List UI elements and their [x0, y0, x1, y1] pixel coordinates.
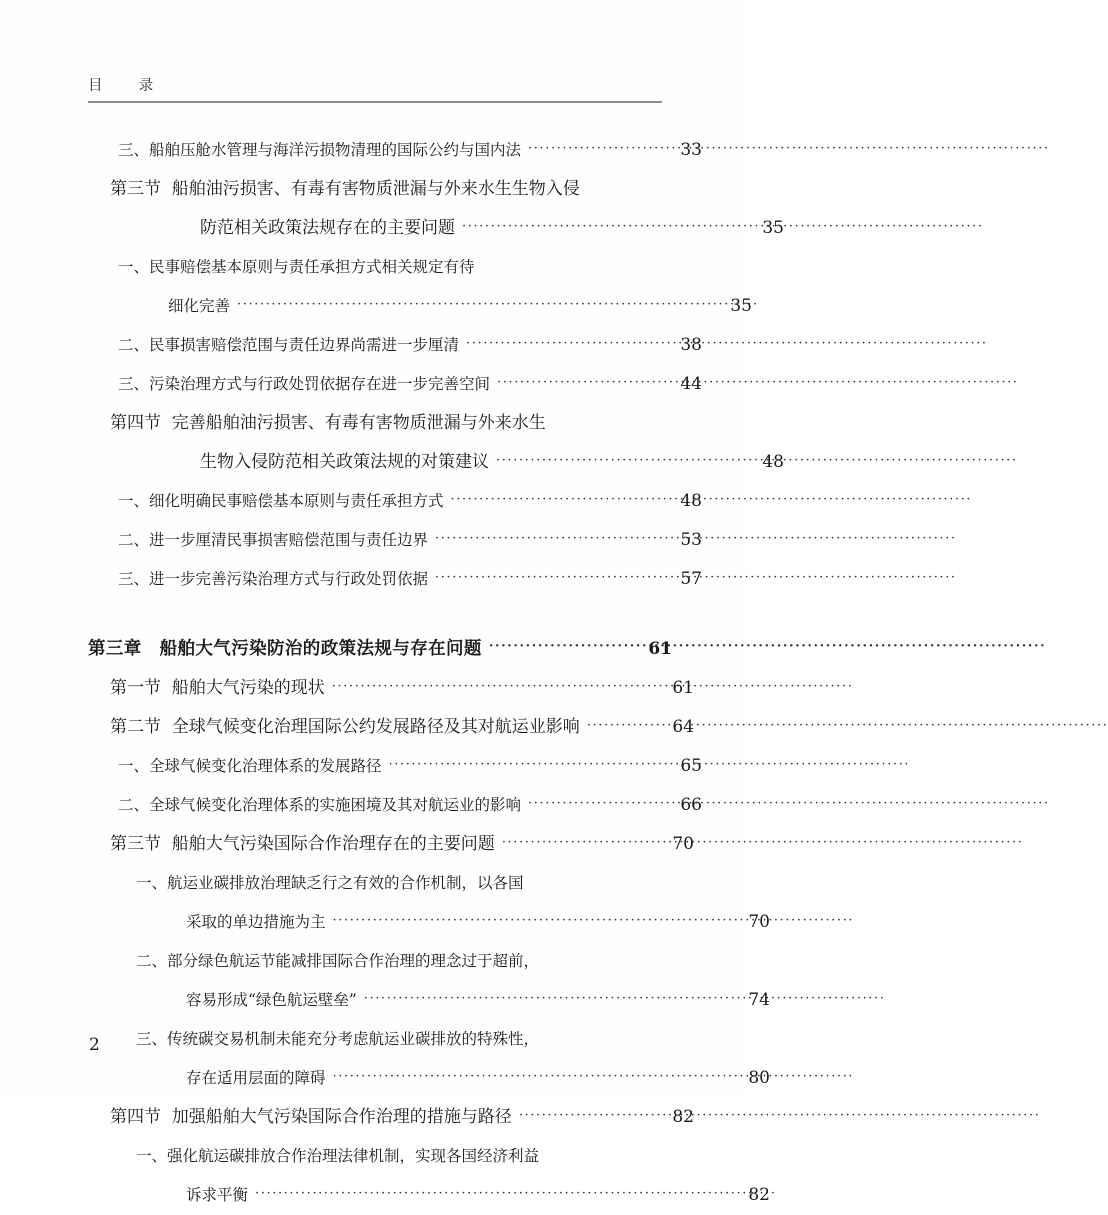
dot-leader: [255, 1200, 739, 1215]
toc-entry[interactable]: [110, 404, 694, 443]
toc-entry-label: 第四节 加强船舶大气污染国际合作治理的措施与路径: [110, 1098, 512, 1137]
toc-entry[interactable]: [136, 1020, 720, 1059]
toc-entry-label: 存在适用层面的障碍: [186, 1059, 326, 1098]
dot-leader: [497, 389, 671, 405]
dot-leader: [528, 155, 671, 171]
folio-page-number: 2: [89, 1035, 100, 1055]
toc-entry[interactable]: [186, 903, 770, 942]
dot-leader: [333, 927, 739, 943]
toc-entry[interactable]: [200, 443, 784, 482]
toc-entry-label: 第三章 船舶大气污染防治的政策法规与存在问题: [88, 629, 482, 669]
toc-entry-label: 三、船舶压舱水管理与海洋污损物清理的国际公约与国内法: [118, 131, 521, 170]
toc-entry-page-number: 70: [744, 903, 770, 942]
toc-entry-page-number: 33: [676, 131, 702, 170]
toc-entry-label: 第三节 船舶油污损害、有毒有害物质泄漏与外来水生生物入侵: [110, 170, 580, 209]
dot-leader: [364, 1005, 739, 1021]
toc-entry[interactable]: [118, 786, 702, 825]
table-of-contents: [88, 131, 672, 1215]
toc-entry[interactable]: [118, 521, 702, 560]
toc-entry[interactable]: [110, 170, 694, 209]
toc-entry[interactable]: [136, 864, 720, 903]
toc-entry-page-number: 61: [646, 629, 672, 669]
toc-entry-label: 一、全球气候变化治理体系的发展路径: [118, 747, 382, 786]
toc-entry-page-number: 64: [668, 708, 694, 747]
toc-entry-page-number: 82: [744, 1176, 770, 1215]
toc-entry-page-number: 61: [668, 669, 694, 708]
toc-entry-page-number: 44: [676, 365, 702, 404]
toc-entry-label: 细化完善: [168, 287, 230, 326]
toc-entry-label: 防范相关政策法规存在的主要问题: [200, 209, 455, 248]
toc-entry-label: 二、进一步厘清民事损害赔偿范围与责任边界: [118, 521, 428, 560]
toc-entry[interactable]: [200, 209, 784, 248]
toc-entry-label: 第二节 全球气候变化治理国际公约发展路径及其对航运业影响: [110, 708, 580, 747]
toc-entry-label: 一、航运业碳排放治理缺乏行之有效的合作机制，以各国: [136, 864, 524, 903]
toc-entry-page-number: 48: [758, 443, 784, 482]
toc-entry[interactable]: [110, 1098, 694, 1137]
toc-entry-label: 三、污染治理方式与行政处罚依据存在进一步完善空间: [118, 365, 490, 404]
toc-entry-label: 采取的单边措施为主: [186, 903, 326, 942]
toc-entry-label: 一、细化明确民事赔偿基本原则与责任承担方式: [118, 482, 444, 521]
toc-entry[interactable]: [186, 981, 770, 1020]
toc-entry[interactable]: [118, 365, 702, 404]
toc-entry-label: 三、进一步完善污染治理方式与行政处罚依据: [118, 560, 428, 599]
toc-entry[interactable]: [118, 131, 702, 170]
toc-entry-label: 二、全球气候变化治理体系的实施困境及其对航运业的影响: [118, 786, 521, 825]
toc-entry-label: 第四节 完善船舶油污损害、有毒有害物质泄漏与外来水生: [110, 404, 546, 443]
toc-entry-page-number: 35: [758, 209, 784, 248]
toc-entry-page-number: 82: [668, 1098, 694, 1137]
dot-leader: [519, 1120, 663, 1137]
toc-entry-page-number: 48: [676, 482, 702, 521]
toc-entry-page-number: 38: [676, 326, 702, 365]
section-spacer: [88, 599, 672, 629]
toc-chapter-entry[interactable]: [88, 629, 672, 669]
toc-entry[interactable]: [118, 747, 702, 786]
toc-entry[interactable]: [118, 248, 702, 287]
toc-entry-page-number: 66: [676, 786, 702, 825]
toc-entry-label: 生物入侵防范相关政策法规的对策建议: [200, 443, 489, 482]
toc-entry[interactable]: [118, 560, 702, 599]
toc-entry-label: 容易形成“绿色航运壁垒”: [186, 981, 357, 1020]
dot-leader: [435, 584, 671, 600]
toc-entry-label: 一、民事赔偿基本原则与责任承担方式相关规定有待: [118, 248, 475, 287]
toc-entry[interactable]: [118, 482, 702, 521]
toc-entry[interactable]: [186, 1059, 770, 1098]
header-divider: [88, 101, 662, 103]
toc-entry[interactable]: [110, 669, 694, 708]
dot-leader: [502, 847, 663, 864]
toc-entry-label: 一、强化航运碳排放合作治理法律机制，实现各国经济利益: [136, 1137, 539, 1176]
toc-entry[interactable]: [110, 825, 694, 864]
toc-entry-page-number: 80: [744, 1059, 770, 1098]
toc-entry-page-number: 74: [744, 981, 770, 1020]
toc-entry-page-number: 57: [676, 560, 702, 599]
running-header: [88, 78, 662, 103]
toc-entry-page-number: 35: [726, 287, 752, 326]
toc-entry-page-number: 70: [668, 825, 694, 864]
toc-entry-label: 第三节 船舶大气污染国际合作治理存在的主要问题: [110, 825, 495, 864]
toc-entry[interactable]: [186, 1176, 770, 1215]
toc-entry[interactable]: [136, 942, 720, 981]
dot-leader: [462, 231, 753, 248]
toc-entry-label: 二、部分绿色航运节能减排国际合作治理的理念过于超前，: [136, 942, 539, 981]
toc-entry-label: 二、民事损害赔偿范围与责任边界尚需进一步厘清: [118, 326, 459, 365]
toc-entry-label: 第一节 船舶大气污染的现状: [110, 669, 325, 708]
toc-entry[interactable]: [168, 287, 752, 326]
toc-entry-page-number: 65: [676, 747, 702, 786]
toc-entry-label: 诉求平衡: [186, 1176, 248, 1215]
toc-entry[interactable]: [136, 1137, 720, 1176]
toc-entry-page-number: 53: [676, 521, 702, 560]
toc-entry-label: 三、传统碳交易机制未能充分考虑航运业碳排放的特殊性，: [136, 1020, 539, 1059]
page-title: 目 录: [88, 78, 662, 95]
toc-entry[interactable]: [110, 708, 694, 747]
toc-entry[interactable]: [118, 326, 702, 365]
